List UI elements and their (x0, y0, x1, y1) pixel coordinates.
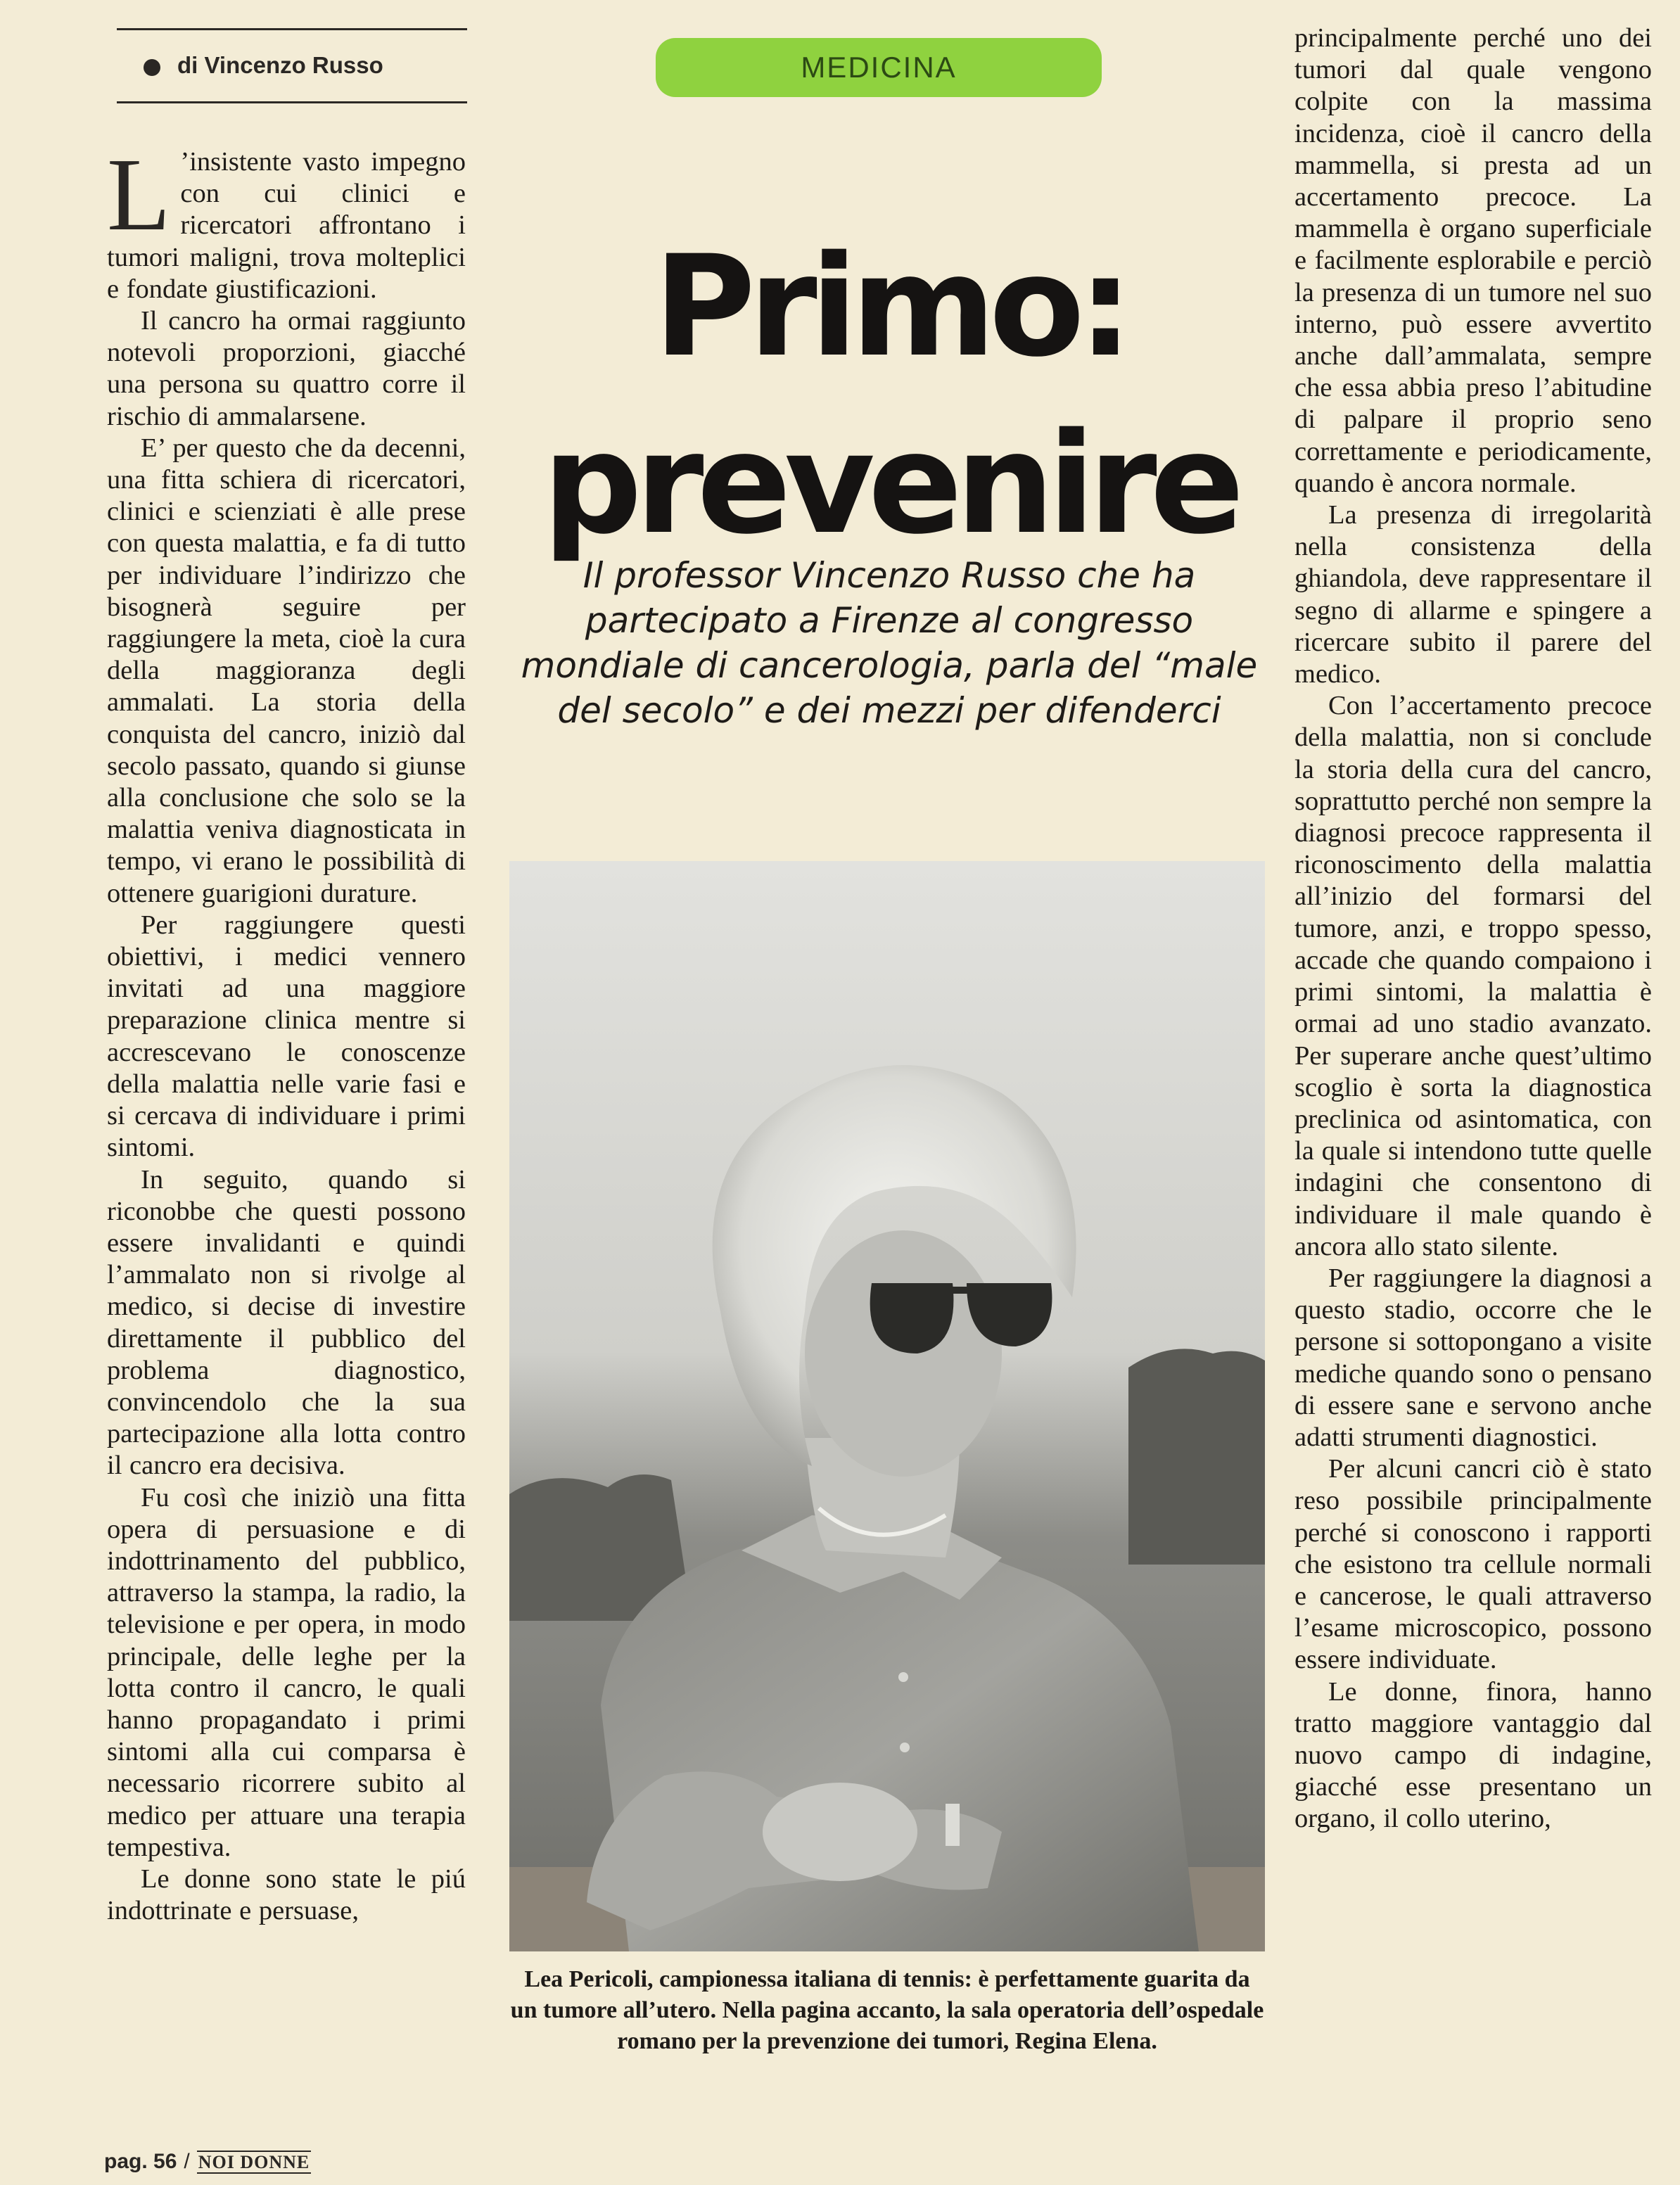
photo-hands (763, 1783, 917, 1881)
photo-bracelet (946, 1804, 960, 1846)
photo-button (898, 1672, 908, 1682)
magazine-name: NOI DONNE (198, 2152, 310, 2172)
byline-top-rule (117, 28, 467, 30)
paragraph: Per alcuni cancri ciò è stato reso possibile principalmente perché si conoscono i rapporti che esistono tra cellule normali e cancerose, le quali attraverso l’esame microscopico, possono essere individuate. (1294, 1454, 1652, 1675)
paragraph: Le donne sono state le piú indottrinate e persuase, (107, 1864, 466, 1926)
paragraph: Con l’accertamento precoce della malattia, non si conclude la storia della cura del cancro, soprattutto perché non sempre la diagnosi precoce rappresenta il riconoscimento della malattia all’inizio del formarsi del tumore, anzi, e troppo spesso, accade che quando compaiono i primi sintomi, la malattia è ormai ad uno stadio avanzato. Per superare anche quest’ultimo scoglio è sorta la diagnostica preclinica od asintomatica, con la quale si intendono tutte quelle indagini che consentono di individuare il male quando è ancora allo stato silente. (1294, 691, 1652, 1261)
title-line-2: prevenire (542, 402, 1237, 565)
page-footer (104, 2150, 311, 2174)
paragraph: Per raggiungere questi obiettivi, i medici vennero invitati ad una maggiore preparazione clinica mentre si accrescevano le conoscenze della malattia nelle varie fasi e si cercava di individuare i primi sintomi. (107, 910, 466, 1163)
paragraph: Per raggiungere la diagnosi a questo stadio, occorre che le persone si sottopongano a visite mediche quando sono o pensano di essere sane e servono anche adatti strumenti diagnostici. (1294, 1263, 1652, 1452)
paragraph: La presenza di irregolarità nella consistenza della ghiandola, deve rappresentare il segno di allarme e spingere a ricercare subito il parere del medico. (1294, 500, 1652, 689)
paragraph: Il cancro ha ormai raggiunto notevoli proporzioni, giacché una persona su quattro corre il rischio di ammalarsene. (107, 306, 466, 431)
article-title (492, 218, 1287, 573)
photo-caption: Lea Pericoli, campionessa italiana di tennis: è perfettamente guarita da un tumore all’utero. Nella pagina accanto, la sala operatoria dell’ospedale romano per la prevenzione dei tumori, Regina Elena. (510, 1966, 1264, 2054)
paragraph: Le donne, finora, hanno tratto maggiore vantaggio dal nuovo campo di indagine, giacché esse presentano un organo, il collo uterino, (1294, 1676, 1652, 1834)
paragraph: principalmente perché uno dei tumori dal quale vengono colpite con la massima incidenza, cioè il cancro della mammella, si presta ad un accertamento precoce. La mammella è organo superficiale e facilmente esplorabile e perciò la presenza di un tumore nel suo interno, può essere avvertito anche dall’ammalata, sempre che essa abbia preso l’abitudine di palpare il proprio seno correttamente e periodicamente, quando è ancora normale. (1294, 23, 1652, 498)
paragraph: Fu così che iniziò una fitta opera di persuasione e di indottrinamento del pubblico, attraverso la stampa, la radio, la televisione e per opera, in modo principale, delle leghe per la lotta contro il cancro, le quali hanno propagandato i primi sintomi alla cui comparsa è necessario ricorrere subito al medico per attuare una terapia tempestiva. (107, 1482, 466, 1862)
article-subtitle: Il professor Vincenzo Russo che ha partecipato a Firenze al congresso mondiale di cancerologia, parla del “male del secolo” e dei mezzi per difenderci (521, 555, 1258, 731)
bullet-dot-icon (144, 59, 160, 76)
paragraph: In seguito, quando si riconobbe che questi possono essere invalidanti e quindi l’ammalato non si rivolge al medico, si decise di investire direttamente il pubblico del problema diagnostico, convincendolo che la sua partecipazione alla lotta contro il cancro era decisiva. (107, 1164, 466, 1481)
left-text-column (107, 137, 466, 1927)
paragraph-text: ’insistente vasto impegno con cui clinici e ricercatori affrontano i tumori maligni, trova molteplici e fondate giustificazioni. (107, 147, 466, 304)
right-text-column (1294, 23, 1652, 1835)
paragraph (107, 137, 466, 305)
page-number: pag. 56 (104, 2150, 177, 2173)
byline-bottom-rule (117, 101, 467, 103)
footer-separator: / (184, 2150, 190, 2173)
article-photo (509, 861, 1265, 1951)
drop-cap: L (107, 137, 171, 253)
photo-face (805, 1230, 1002, 1477)
section-tag: MEDICINA (656, 38, 1102, 97)
photo-button (900, 1743, 910, 1752)
title-line-1: Primo: (653, 225, 1127, 388)
byline: di Vincenzo Russo (177, 52, 383, 78)
photo-glasses-bridge (949, 1287, 970, 1294)
photo-trees-right (1128, 1349, 1265, 1565)
paragraph: E’ per questo che da decenni, una fitta schiera di ricercatori, clinici e scienziati è alle prese con questa malattia, e fa di tutto per individuare l’indirizzo che bisognerà seguire per raggiungere la meta, cioè la cura della maggioranza degli ammalati. La storia della conquista del cancro, iniziò dal secolo passato, quando si giunse alla conclusione che solo se la malattia veniva diagnosticata in tempo, vi erano le possibilità di ottenere guarigioni durature. (107, 433, 466, 908)
